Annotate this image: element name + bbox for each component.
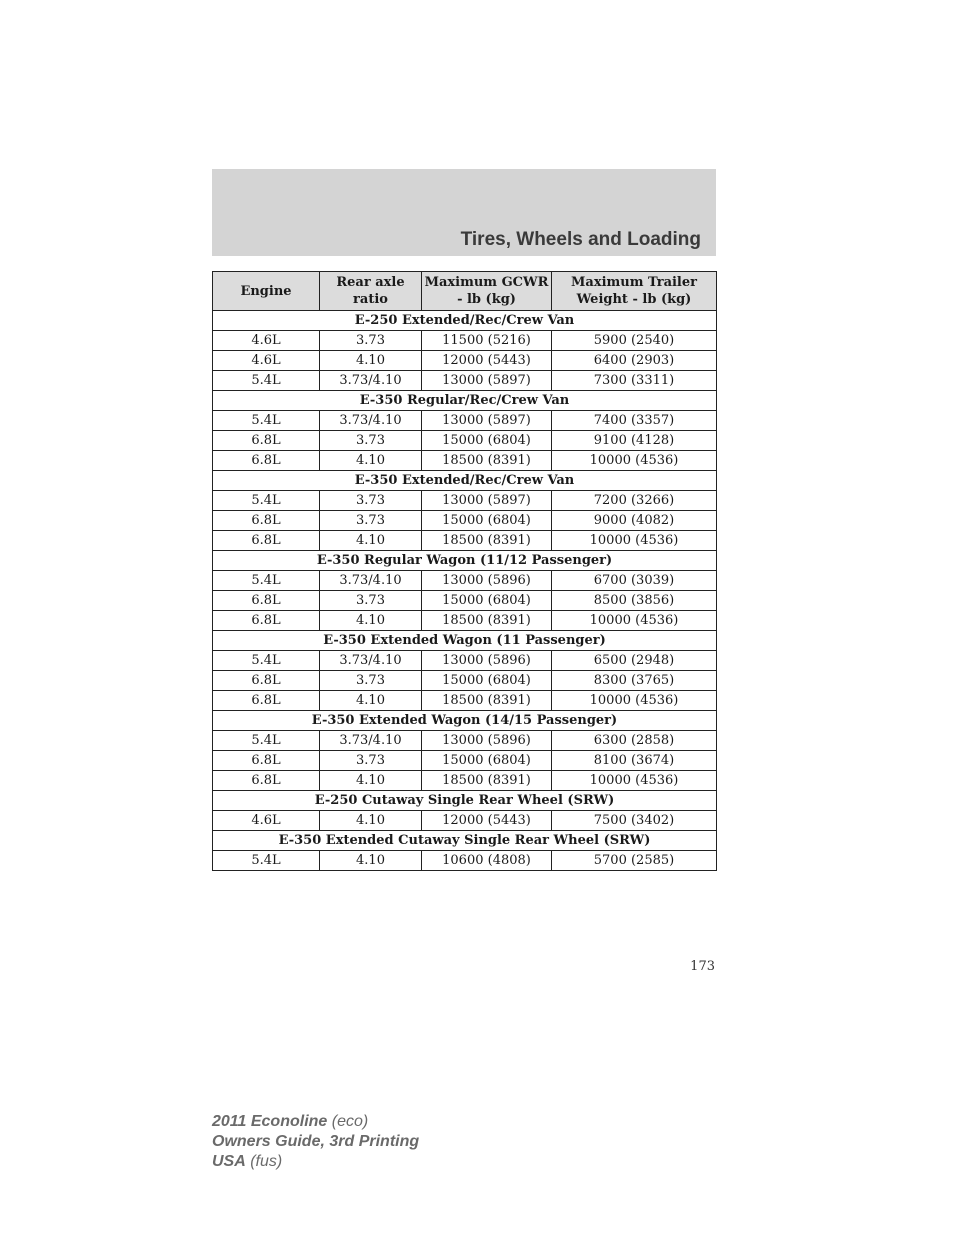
column-header-engine: Engine <box>213 272 320 311</box>
cell-max-gcwr: 13000 (5896) <box>422 571 552 591</box>
cell-max-gcwr: 13000 (5896) <box>422 731 552 751</box>
cell-max-trailer-weight: 9100 (4128) <box>552 431 717 451</box>
cell-engine: 5.4L <box>213 411 320 431</box>
cell-max-gcwr: 18500 (8391) <box>422 611 552 631</box>
footer-market-code: (fus) <box>245 1153 283 1170</box>
table-row <box>213 671 717 691</box>
cell-rear-axle-ratio: 3.73 <box>320 431 422 451</box>
cell-max-trailer-weight: 5700 (2585) <box>552 851 717 871</box>
cell-max-gcwr: 12000 (5443) <box>422 351 552 371</box>
cell-max-trailer-weight: 7200 (3266) <box>552 491 717 511</box>
section-title: Tires, Wheels and Loading <box>460 229 701 250</box>
footer-market: USA <box>212 1153 246 1170</box>
cell-max-trailer-weight: 10000 (4536) <box>552 451 717 471</box>
table-header-row <box>213 272 717 311</box>
cell-max-trailer-weight: 5900 (2540) <box>552 331 717 351</box>
cell-rear-axle-ratio: 4.10 <box>320 691 422 711</box>
cell-engine: 5.4L <box>213 851 320 871</box>
cell-engine: 5.4L <box>213 731 320 751</box>
cell-engine: 6.8L <box>213 451 320 471</box>
cell-max-gcwr: 11500 (5216) <box>422 331 552 351</box>
table-group-row <box>213 631 717 651</box>
cell-max-trailer-weight: 9000 (4082) <box>552 511 717 531</box>
table-row <box>213 851 717 871</box>
cell-engine: 5.4L <box>213 371 320 391</box>
cell-rear-axle-ratio: 4.10 <box>320 771 422 791</box>
table-group-row <box>213 711 717 731</box>
table-group-row <box>213 311 717 331</box>
cell-max-trailer-weight: 10000 (4536) <box>552 691 717 711</box>
cell-max-gcwr: 18500 (8391) <box>422 451 552 471</box>
cell-max-trailer-weight: 10000 (4536) <box>552 531 717 551</box>
cell-rear-axle-ratio: 3.73/4.10 <box>320 411 422 431</box>
footer-model: 2011 Econoline <box>212 1113 328 1130</box>
footer-model-code: (eco) <box>327 1113 369 1130</box>
column-header-max-trailer-weight: Maximum Trailer Weight - lb (kg) <box>552 272 717 311</box>
cell-rear-axle-ratio: 3.73 <box>320 671 422 691</box>
cell-max-gcwr: 12000 (5443) <box>422 811 552 831</box>
cell-max-gcwr: 10600 (4808) <box>422 851 552 871</box>
cell-engine: 6.8L <box>213 591 320 611</box>
table-row <box>213 531 717 551</box>
table-row <box>213 511 717 531</box>
cell-max-trailer-weight: 10000 (4536) <box>552 611 717 631</box>
vehicle-group-title: E-350 Extended Wagon (11 Passenger) <box>213 631 717 651</box>
trailer-towing-table <box>212 271 717 871</box>
cell-max-gcwr: 15000 (6804) <box>422 671 552 691</box>
vehicle-group-title: E-350 Extended/Rec/Crew Van <box>213 471 717 491</box>
cell-max-trailer-weight: 7500 (3402) <box>552 811 717 831</box>
table-row <box>213 331 717 351</box>
cell-engine: 6.8L <box>213 751 320 771</box>
table-row <box>213 731 717 751</box>
cell-max-trailer-weight: 7300 (3311) <box>552 371 717 391</box>
cell-engine: 5.4L <box>213 571 320 591</box>
vehicle-group-title: E-250 Cutaway Single Rear Wheel (SRW) <box>213 791 717 811</box>
table-row <box>213 411 717 431</box>
table-group-row <box>213 551 717 571</box>
cell-rear-axle-ratio: 3.73 <box>320 491 422 511</box>
table-row <box>213 351 717 371</box>
cell-max-gcwr: 15000 (6804) <box>422 431 552 451</box>
table-row <box>213 591 717 611</box>
table-row <box>213 771 717 791</box>
cell-rear-axle-ratio: 3.73 <box>320 751 422 771</box>
cell-max-gcwr: 18500 (8391) <box>422 691 552 711</box>
cell-engine: 6.8L <box>213 771 320 791</box>
column-header-max-gcwr: Maximum GCWR - lb (kg) <box>422 272 552 311</box>
cell-max-trailer-weight: 6400 (2903) <box>552 351 717 371</box>
cell-max-trailer-weight: 8300 (3765) <box>552 671 717 691</box>
table-group-row <box>213 791 717 811</box>
cell-engine: 6.8L <box>213 611 320 631</box>
vehicle-group-title: E-350 Regular/Rec/Crew Van <box>213 391 717 411</box>
cell-engine: 6.8L <box>213 511 320 531</box>
cell-rear-axle-ratio: 4.10 <box>320 531 422 551</box>
cell-engine: 6.8L <box>213 671 320 691</box>
table-row <box>213 751 717 771</box>
cell-engine: 4.6L <box>213 331 320 351</box>
cell-max-trailer-weight: 8500 (3856) <box>552 591 717 611</box>
table-row <box>213 811 717 831</box>
vehicle-group-title: E-350 Regular Wagon (11/12 Passenger) <box>213 551 717 571</box>
cell-rear-axle-ratio: 3.73/4.10 <box>320 571 422 591</box>
table-row <box>213 691 717 711</box>
cell-rear-axle-ratio: 4.10 <box>320 811 422 831</box>
page-number: 173 <box>690 959 715 974</box>
cell-engine: 6.8L <box>213 691 320 711</box>
table-row <box>213 491 717 511</box>
cell-rear-axle-ratio: 4.10 <box>320 611 422 631</box>
vehicle-group-title: E-350 Extended Wagon (14/15 Passenger) <box>213 711 717 731</box>
cell-engine: 6.8L <box>213 531 320 551</box>
cell-engine: 4.6L <box>213 351 320 371</box>
cell-engine: 6.8L <box>213 431 320 451</box>
cell-engine: 5.4L <box>213 651 320 671</box>
footer-line-2: Owners Guide, 3rd Printing <box>212 1133 420 1150</box>
cell-max-trailer-weight: 6300 (2858) <box>552 731 717 751</box>
cell-rear-axle-ratio: 4.10 <box>320 351 422 371</box>
cell-max-gcwr: 15000 (6804) <box>422 751 552 771</box>
cell-max-gcwr: 13000 (5897) <box>422 371 552 391</box>
cell-max-trailer-weight: 7400 (3357) <box>552 411 717 431</box>
footer-line-1 <box>212 1112 419 1132</box>
cell-max-trailer-weight: 6500 (2948) <box>552 651 717 671</box>
cell-rear-axle-ratio: 3.73/4.10 <box>320 651 422 671</box>
cell-rear-axle-ratio: 4.10 <box>320 851 422 871</box>
cell-max-gcwr: 13000 (5897) <box>422 491 552 511</box>
table-row <box>213 611 717 631</box>
cell-rear-axle-ratio: 3.73 <box>320 511 422 531</box>
cell-rear-axle-ratio: 3.73 <box>320 331 422 351</box>
cell-rear-axle-ratio: 3.73 <box>320 591 422 611</box>
document-footer <box>212 1112 419 1172</box>
cell-max-gcwr: 15000 (6804) <box>422 591 552 611</box>
cell-max-gcwr: 13000 (5896) <box>422 651 552 671</box>
cell-rear-axle-ratio: 4.10 <box>320 451 422 471</box>
cell-max-gcwr: 18500 (8391) <box>422 771 552 791</box>
cell-max-gcwr: 18500 (8391) <box>422 531 552 551</box>
section-header-band <box>212 169 716 256</box>
table-group-row <box>213 471 717 491</box>
table-row <box>213 371 717 391</box>
table-body <box>213 311 717 871</box>
table-row <box>213 431 717 451</box>
cell-max-gcwr: 13000 (5897) <box>422 411 552 431</box>
cell-engine: 5.4L <box>213 491 320 511</box>
table-row <box>213 651 717 671</box>
cell-max-gcwr: 15000 (6804) <box>422 511 552 531</box>
cell-max-trailer-weight: 6700 (3039) <box>552 571 717 591</box>
cell-max-trailer-weight: 8100 (3674) <box>552 751 717 771</box>
table-group-row <box>213 831 717 851</box>
table-row <box>213 451 717 471</box>
cell-rear-axle-ratio: 3.73/4.10 <box>320 371 422 391</box>
cell-rear-axle-ratio: 3.73/4.10 <box>320 731 422 751</box>
table-group-row <box>213 391 717 411</box>
footer-line-3 <box>212 1152 419 1172</box>
vehicle-group-title: E-350 Extended Cutaway Single Rear Wheel (SRW) <box>213 831 717 851</box>
vehicle-group-title: E-250 Extended/Rec/Crew Van <box>213 311 717 331</box>
column-header-rear-axle-ratio: Rear axle ratio <box>320 272 422 311</box>
cell-engine: 4.6L <box>213 811 320 831</box>
cell-max-trailer-weight: 10000 (4536) <box>552 771 717 791</box>
table-row <box>213 571 717 591</box>
